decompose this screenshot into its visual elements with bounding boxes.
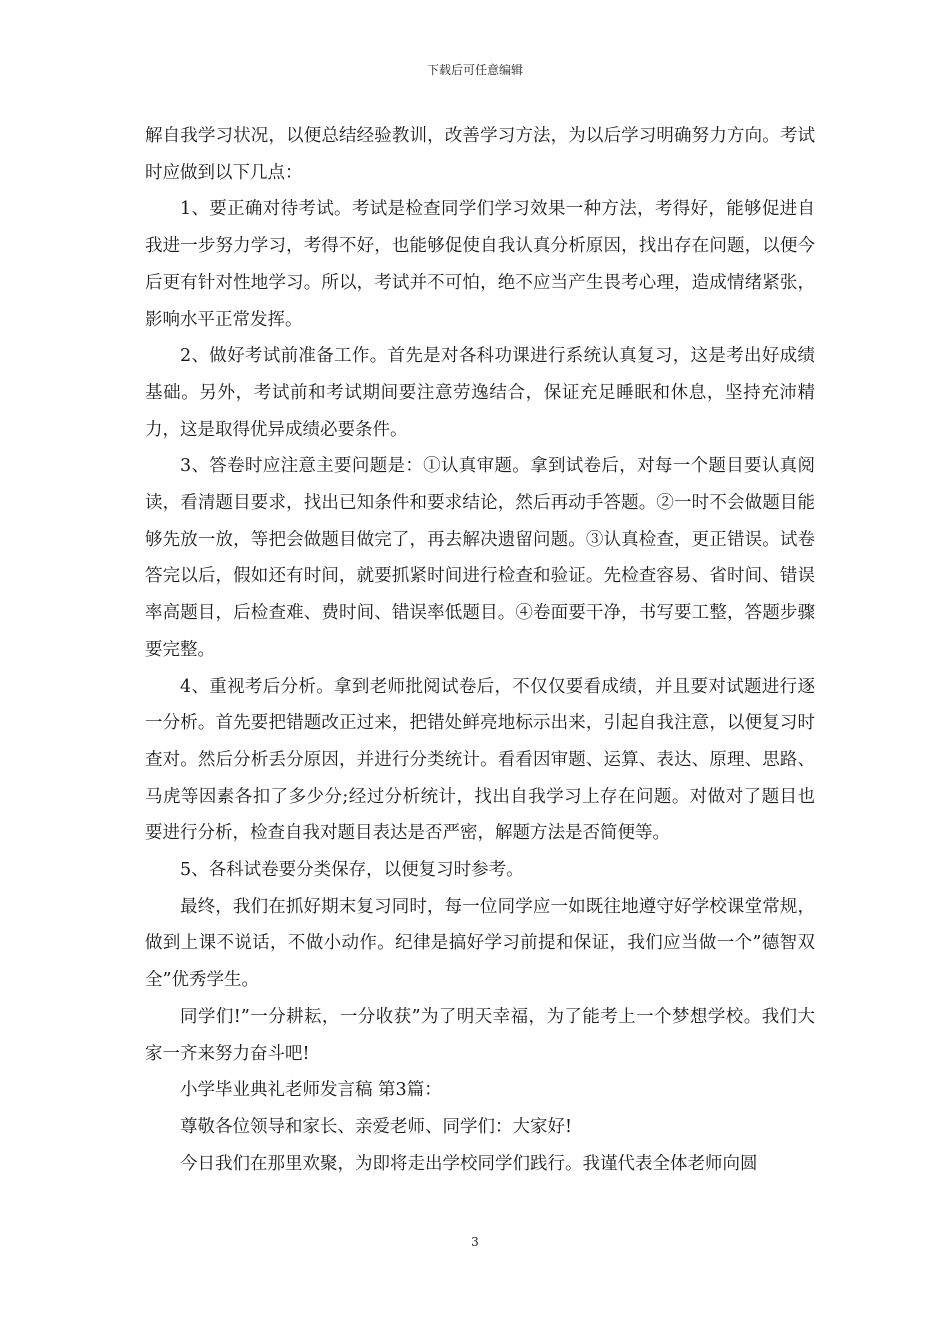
paragraph-4: 4、重视考后分析。拿到老师批阅试卷后，不仅仅要看成绩，并且要对试题进行逐一分析。首先要把错题改正过来，把错处鲜亮地标示出来，引起自我注意，以便复习时查对。然后分析丢分原因，并进行分类统计。看看因审题、运算、表达、原理、思路、马虎等因素各扣了多少分;经过分析统计，找出自我学习上存在问题。对做对了题目也要进行分析，检查自我对题目表达是否严密，解题方法是否简便等。: [145, 676, 815, 844]
section-title: 小学毕业典礼老师发言稿 第3篇：: [180, 1080, 442, 1101]
paragraph-0: 解自我学习状况，以便总结经验教训，改善学习方法，为以后学习明确努力方向。考试时应做到以下几点：: [145, 126, 815, 183]
paragraph-10: 今日我们在那里欢聚，为即将走出学校同学们践行。我谨代表全体老师向圆: [180, 1153, 758, 1174]
paragraph-7: 同学们!”一分耕耘，一分收获”为了明天幸福，为了能考上一个梦想学校。我们大家一齐来努力奋斗吧!: [145, 1006, 815, 1064]
greeting: 尊敬各位领导和家长、亲爱老师、同学们：大家好!: [180, 1116, 573, 1137]
page-header: 下载后可任意编辑: [426, 63, 523, 77]
document-body: [145, 118, 815, 1182]
paragraph-6: 最终，我们在抓好期末复习同时，每一位同学应一如既往地遵守好学校课堂常规，做到上课不说话，不做小动作。纪律是搞好学习前提和保证，我们应当做一个”德智双全”优秀学生。: [145, 896, 815, 991]
paragraph-1: 1、要正确对待考试。考试是检查同学们学习效果一种方法，考得好，能够促进自我进一步努力学习，考得不好，也能够促使自我认真分析原因，找出存在问题，以便今后更有针对性地学习。所以，考试并不可怕，绝不应当产生畏考心理，造成情绪紧张，影响水平正常发挥。: [145, 199, 815, 330]
page-number: 3: [471, 1235, 479, 1249]
paragraph-2: 2、做好考试前准备工作。首先是对各科功课进行系统认真复习，这是考出好成绩基础。另外，考试前和考试期间要注意劳逸结合，保证充足睡眠和休息，坚持充沛精力，这是取得优异成绩必要条件。: [145, 346, 815, 440]
paragraph-5: 5、各科试卷要分类保存，以便复习时参考。: [180, 860, 524, 881]
paragraph-3: 3、答卷时应注意主要问题是：①认真审题。拿到试卷后，对每一个题目要认真阅读，看清题目要求，找出已知条件和要求结论，然后再动手答题。②一时不会做题目能够先放一放，等把会做题目做完了，再去解决遗留问题。③认真检查，更正错误。试卷答完以后，假如还有时间，就要抓紧时间进行检查和验证。先检查容易、省时间、错误率高题目，后检查难、费时间、错误率低题目。④卷面要干净，书写要工整，答题步骤要完整。: [145, 456, 815, 660]
